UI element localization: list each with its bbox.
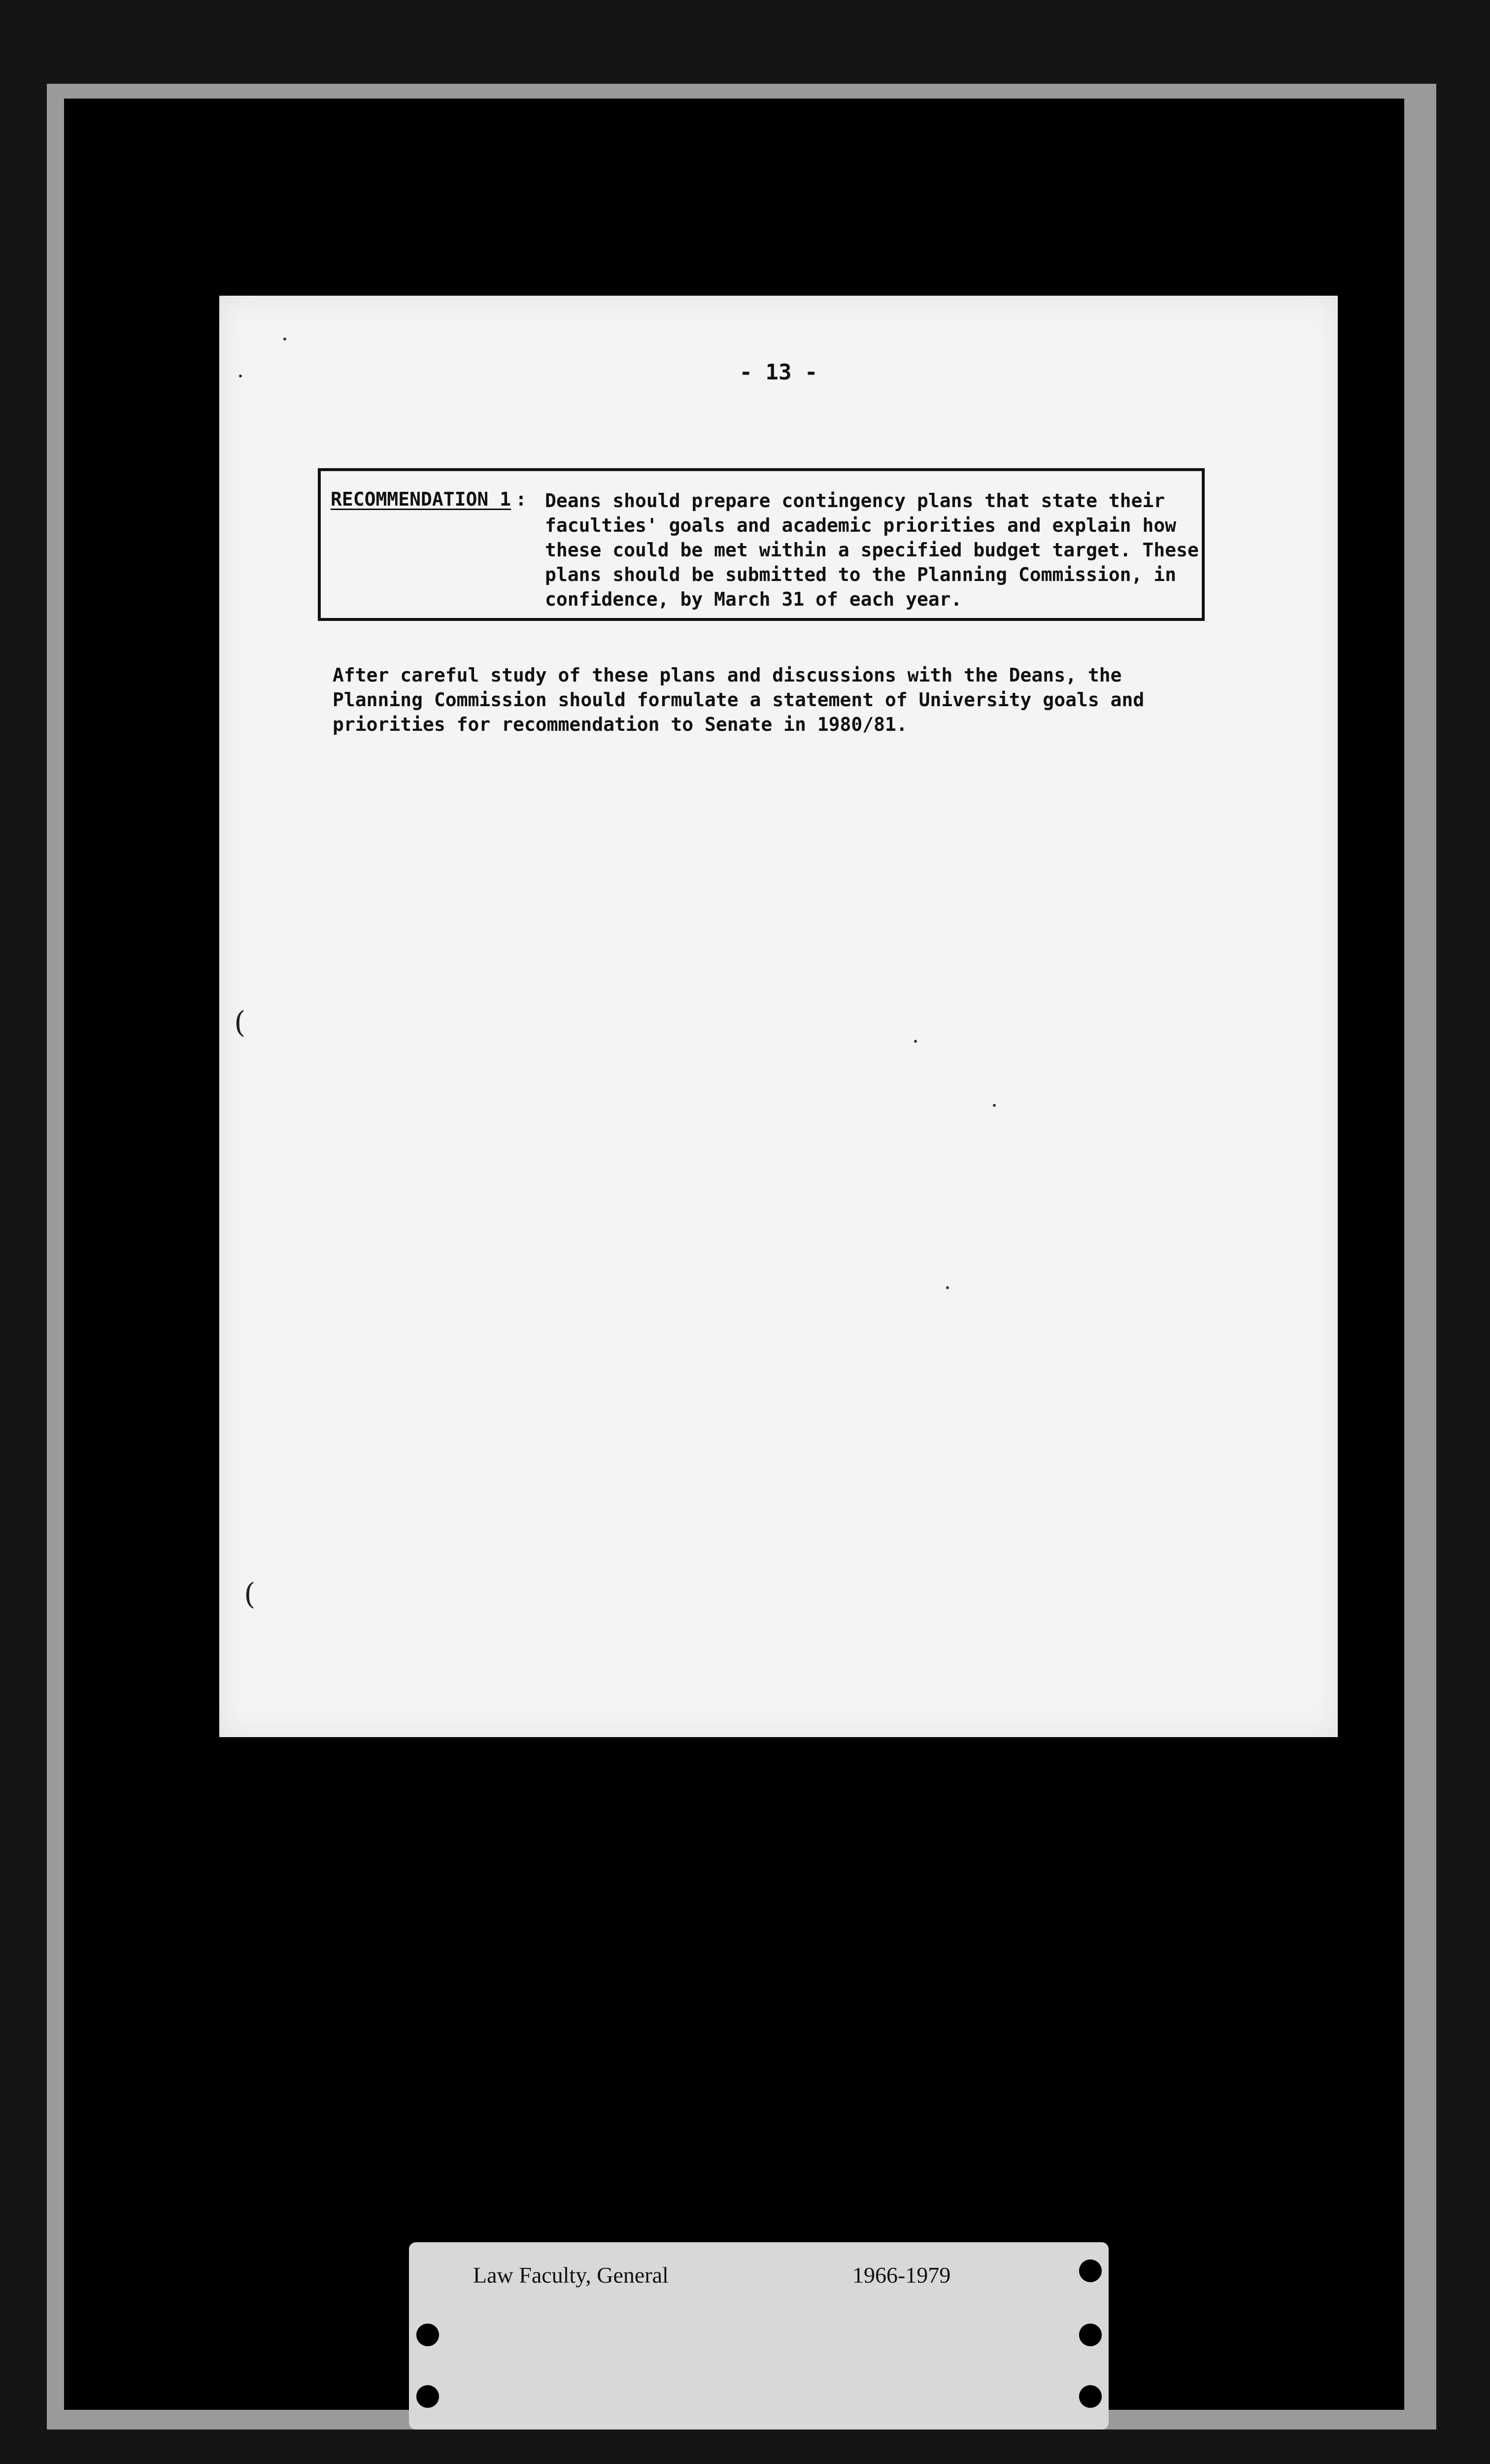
punch-hole: [416, 2385, 439, 2408]
recommendation-label: RECOMMENDATION 1: [331, 488, 511, 510]
archive-label-title: Law Faculty, General: [473, 2262, 669, 2288]
punch-hole: [1079, 2259, 1102, 2282]
film-speck: [914, 1040, 917, 1043]
margin-mark: (: [234, 1005, 246, 1040]
film-speck: [283, 338, 286, 341]
margin-mark: (: [244, 1577, 256, 1611]
document-page: [219, 296, 1338, 1737]
recommendation-box: [318, 468, 1205, 621]
archive-label-card: [409, 2242, 1109, 2430]
recommendation-colon: :: [515, 488, 527, 510]
archive-label-years: 1966-1979: [852, 2262, 951, 2288]
recommendation-text: Deans should prepare contingency plans that state their faculties' goals and academic priorities and explain how these could be met within a specified budget target. These plans should be submitted to the Planning Commission, in confidence, by March 31 of each year.: [545, 490, 1199, 610]
body-paragraph: After careful study of these plans and discussions with the Deans, the Planning Commission should formulate a statement of University goals and priorities for recommendation to Senate in 1980/81.: [333, 664, 1145, 735]
page-number: - 13 -: [739, 360, 818, 385]
punch-hole: [416, 2324, 439, 2346]
film-speck: [993, 1104, 996, 1107]
punch-hole: [1079, 2324, 1102, 2346]
film-speck: [946, 1286, 949, 1289]
punch-hole: [1079, 2385, 1102, 2408]
film-speck: [239, 375, 242, 377]
